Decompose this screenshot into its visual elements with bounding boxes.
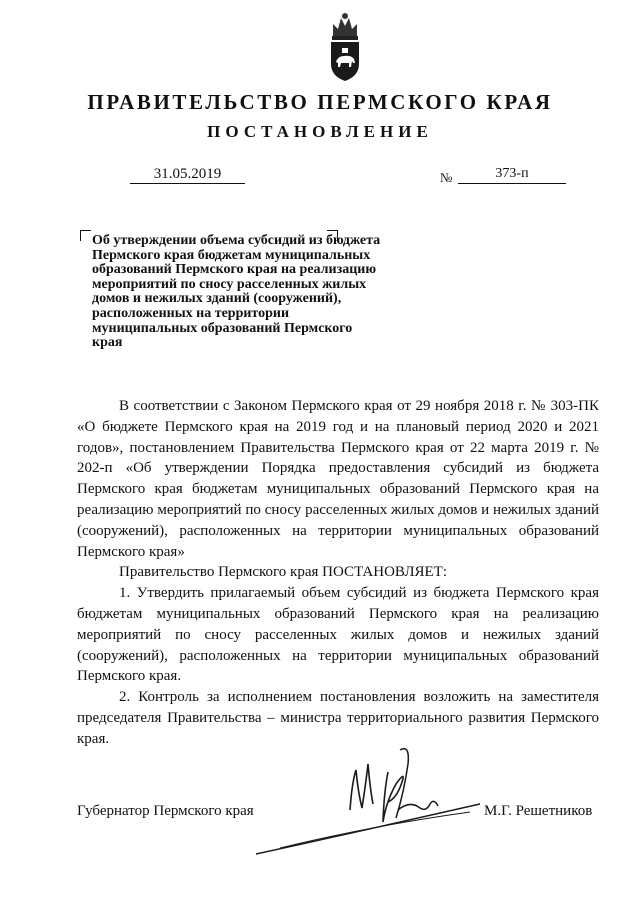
signature-icon bbox=[250, 742, 480, 860]
signatory-position: Губернатор Пермского края bbox=[77, 803, 254, 819]
government-title: ПРАВИТЕЛЬСТВО ПЕРМСКОГО КРАЯ bbox=[87, 90, 553, 114]
document-type: ПОСТАНОВЛЕНИЕ bbox=[207, 122, 433, 141]
document-body bbox=[77, 396, 599, 750]
number-sign: № bbox=[440, 170, 453, 185]
subject-bracket-left bbox=[80, 230, 91, 241]
document-number: 373-п bbox=[458, 165, 566, 184]
coat-of-arms-icon bbox=[327, 12, 363, 82]
body-paragraph: В соответствии с Законом Пермского края от 29 ноября 2018 г. № 303-ПК «О бюджете Пермского края на 2019 год и на плановый период 2020 и 2021 годов», постановлением Правительства Пермского края от 22 марта 2019 г. № 202-п «Об утверждении Порядка предоставления субсидий из бюджета Пермского края бюджетам муниципальных образований Пермского края на реализацию мероприятий по сносу расселенных жилых домов и нежилых зданий (сооружений), расположенных на территории муниципальных образований Пермского края» bbox=[77, 398, 599, 560]
document-subject: Об утверждении объема субсидий из бюджета Пермского края бюджетам муниципальных образований Пермского края на реализацию мероприятий по сносу расселенных жилых домов и нежилых зданий (сооружений), расположенных на территории муниципальных образований Пермского края bbox=[92, 233, 381, 351]
document-date: 31.05.2019 bbox=[130, 165, 245, 184]
body-paragraph: Правительство Пермского края ПОСТАНОВЛЯЕТ: bbox=[119, 564, 448, 581]
signatory-name: М.Г. Решетников bbox=[484, 803, 593, 819]
body-paragraph: 1. Утвердить прилагаемый объем субсидий из бюджета Пермского края бюджетам муниципальных образований Пермского края на реализацию мероприятий по сносу расселенных жилых домов и нежилых зданий (сооружений), расположенных на территории муниципальных образований Пермского края. bbox=[77, 585, 599, 685]
body-paragraph: 2. Контроль за исполнением постановления возложить на заместителя председателя Правительства – министра территориального развития Пермского края. bbox=[77, 689, 599, 747]
